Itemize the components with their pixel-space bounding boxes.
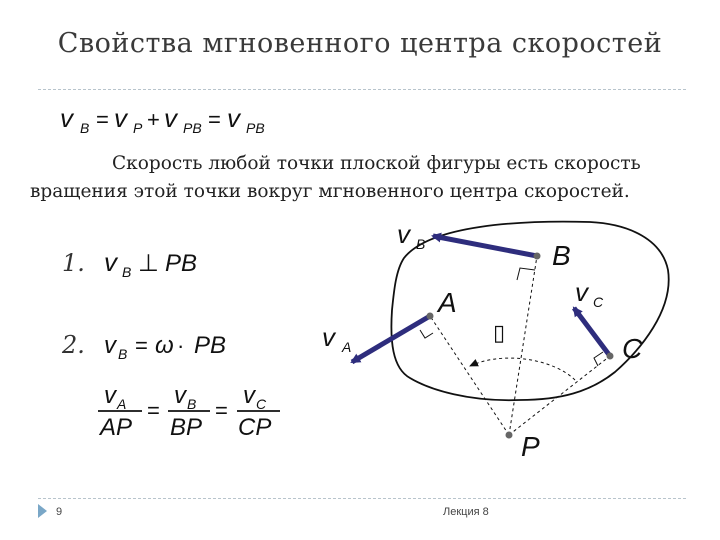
label-vB: v xyxy=(397,219,410,249)
body-line-1: Скорость любой точки плоской фигуры есть скорость xyxy=(112,153,641,174)
label-A: A xyxy=(438,287,457,318)
label-vA-sub: A xyxy=(342,339,352,355)
label-vC: v xyxy=(575,277,588,307)
omega-symbol: ω xyxy=(155,332,174,359)
ratio-vB: v xyxy=(174,382,186,409)
property-1-PB: PB xyxy=(165,250,198,277)
velocity-arrow-C xyxy=(574,308,610,356)
formula-sub-PB1: PB xyxy=(183,120,202,136)
ratio-vC-sub: C xyxy=(256,396,267,412)
label-C: C xyxy=(622,333,643,364)
formula-sub-P: P xyxy=(133,120,143,136)
property-2-number: 2. xyxy=(62,331,85,359)
property-1-number: 1. xyxy=(62,249,85,277)
property-2-v: v xyxy=(104,332,116,359)
line-PC xyxy=(509,356,610,435)
plane-figure-outline xyxy=(391,222,668,401)
right-angle-C xyxy=(594,352,603,366)
ratio-eq1: = xyxy=(147,398,160,423)
property-1-sub: B xyxy=(122,264,132,280)
line-PB xyxy=(509,256,537,435)
label-vC-sub: C xyxy=(593,294,604,310)
formula-eq2: = xyxy=(208,107,221,132)
label-vA: v xyxy=(322,322,335,352)
right-angle-B xyxy=(517,268,535,280)
perpendicular-symbol: ⊥ xyxy=(138,250,159,277)
page-number: 9 xyxy=(56,506,63,518)
point-C xyxy=(607,353,614,360)
formula-velocity-sum xyxy=(60,103,265,136)
ratio-vC: v xyxy=(243,382,255,409)
formula-sub-B: B xyxy=(80,120,90,136)
label-B: B xyxy=(552,240,571,271)
point-B xyxy=(534,253,541,260)
formula-plus: + xyxy=(147,107,160,132)
point-P xyxy=(506,432,513,439)
property-2-sub: B xyxy=(118,346,128,362)
ratio-eq2: = xyxy=(215,398,228,423)
formula-sub-PB2: PB xyxy=(246,120,265,136)
property-1-v: v xyxy=(104,247,117,277)
property-2-eq: = xyxy=(135,333,148,358)
center-symbol: ▯ xyxy=(493,320,506,345)
rotation-arc xyxy=(470,358,575,380)
ratio-vA: v xyxy=(104,382,116,409)
formula-v3: v xyxy=(164,103,177,133)
property-2-PB: PB xyxy=(194,332,227,359)
right-angle-A xyxy=(420,330,433,338)
mic-diagram xyxy=(322,219,669,462)
point-A xyxy=(427,313,434,320)
ratio-formula xyxy=(98,382,280,441)
label-P: P xyxy=(521,431,540,462)
lecture-label: Лекция 8 xyxy=(443,506,489,518)
ratio-vA-sub: A xyxy=(117,396,127,412)
velocity-arrow-B xyxy=(433,236,537,256)
ratio-vB-sub: B xyxy=(187,396,197,412)
property-2 xyxy=(61,331,226,362)
ratio-BP: BP xyxy=(170,414,203,441)
property-1 xyxy=(62,247,197,280)
formula-v2: v xyxy=(114,103,127,133)
body-line-2: вращения этой точки вокруг мгновенного центра скоростей. xyxy=(30,181,630,202)
slide-title: Свойства мгновенного центра скоростей xyxy=(57,28,663,59)
ratio-CP: CP xyxy=(238,414,272,441)
formula-eq1: = xyxy=(96,107,109,132)
formula-v1: v xyxy=(60,103,73,133)
property-2-dot: · xyxy=(177,333,185,358)
label-vB-sub: B xyxy=(416,236,426,252)
bottom-divider xyxy=(38,498,686,499)
footer-arrow-icon xyxy=(38,504,47,518)
ratio-AP: AP xyxy=(100,414,133,441)
formula-v4: v xyxy=(227,103,240,133)
